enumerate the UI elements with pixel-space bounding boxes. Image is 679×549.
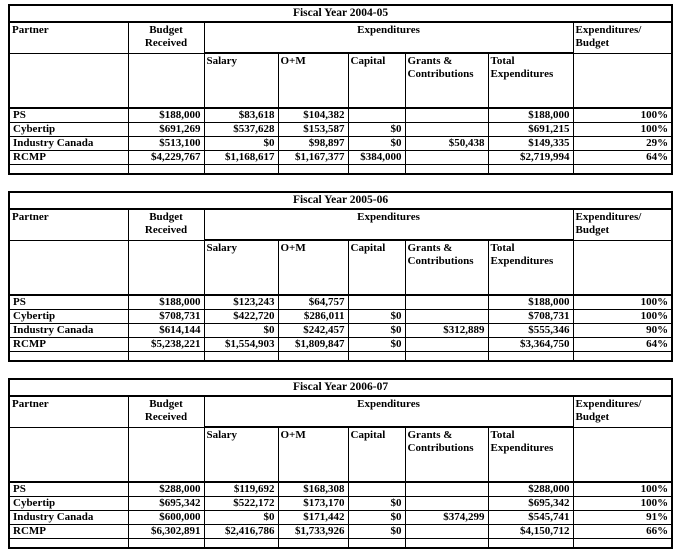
subheader-spacer-budget — [128, 427, 204, 482]
blank-cell — [128, 539, 204, 549]
blank-cell — [405, 352, 488, 362]
blank-cell — [348, 539, 405, 549]
table-blank-row — [9, 539, 672, 549]
table-subheader-row — [9, 240, 672, 295]
cell-om: $98,897 — [278, 137, 348, 151]
blank-cell — [405, 165, 488, 175]
cell-grants-contributions: $312,889 — [405, 324, 488, 338]
column-header-partner: Partner — [9, 22, 128, 53]
subheader-spacer-budget — [128, 240, 204, 295]
ratio-header-line-1: Expenditures/ — [575, 24, 642, 36]
budget-header-line-1: Budget — [149, 24, 183, 36]
cell-om: $173,170 — [278, 497, 348, 511]
cell-expenditures-budget-ratio: 66% — [573, 525, 672, 539]
blank-cell — [488, 539, 573, 549]
fiscal-year-table — [8, 378, 673, 549]
cell-expenditures-budget-ratio: 29% — [573, 137, 672, 151]
blank-cell — [204, 352, 278, 362]
cell-partner: PS — [9, 482, 128, 497]
cell-grants-contributions — [405, 108, 488, 123]
cell-partner: Industry Canada — [9, 137, 128, 151]
cell-partner: PS — [9, 295, 128, 310]
cell-expenditures-budget-ratio: 100% — [573, 123, 672, 137]
cell-capital — [348, 295, 405, 310]
table-row — [9, 338, 672, 352]
table-title: Fiscal Year 2004-05 — [9, 5, 672, 22]
column-header-budget-received — [128, 396, 204, 427]
ratio-header-line-2: Budget — [575, 224, 610, 236]
cell-total-expenditures: $695,342 — [488, 497, 573, 511]
subheader-spacer-partner — [9, 240, 128, 295]
cell-grants-contributions — [405, 310, 488, 324]
cell-capital: $0 — [348, 525, 405, 539]
cell-budget-received: $4,229,767 — [128, 151, 204, 165]
blank-cell — [128, 165, 204, 175]
table-subheader-row — [9, 427, 672, 482]
cell-salary: $0 — [204, 137, 278, 151]
table-title-row — [9, 5, 672, 22]
blank-cell — [204, 165, 278, 175]
cell-budget-received: $5,238,221 — [128, 338, 204, 352]
table-row — [9, 497, 672, 511]
blank-cell — [278, 539, 348, 549]
cell-total-expenditures: $555,346 — [488, 324, 573, 338]
subheader-spacer-ratio — [573, 53, 672, 108]
ratio-header-line-2: Budget — [575, 37, 610, 49]
cell-total-expenditures: $288,000 — [488, 482, 573, 497]
cell-om: $104,382 — [278, 108, 348, 123]
grants-header-line-2: Contributions — [407, 68, 474, 80]
cell-budget-received: $691,269 — [128, 123, 204, 137]
column-header-expenditures-group: Expenditures — [204, 396, 573, 427]
cell-salary: $123,243 — [204, 295, 278, 310]
subheader-spacer-partner — [9, 53, 128, 108]
cell-total-expenditures: $2,719,994 — [488, 151, 573, 165]
blank-cell — [348, 352, 405, 362]
blank-cell — [9, 165, 128, 175]
cell-capital — [348, 108, 405, 123]
cell-budget-received: $6,302,891 — [128, 525, 204, 539]
ratio-header-line-1: Expenditures/ — [575, 398, 642, 410]
blank-cell — [488, 165, 573, 175]
cell-om: $171,442 — [278, 511, 348, 525]
table-row — [9, 310, 672, 324]
subheader-spacer-ratio — [573, 427, 672, 482]
cell-budget-received: $614,144 — [128, 324, 204, 338]
table-title: Fiscal Year 2005-06 — [9, 192, 672, 209]
total-header-line-1: Total — [490, 55, 515, 67]
column-header-expenditures-budget-ratio — [573, 209, 672, 240]
cell-expenditures-budget-ratio: 100% — [573, 310, 672, 324]
table-title-row — [9, 379, 672, 396]
blank-cell — [573, 165, 672, 175]
table-row — [9, 123, 672, 137]
column-header-expenditures-budget-ratio — [573, 396, 672, 427]
cell-partner: Industry Canada — [9, 511, 128, 525]
table-blank-row — [9, 165, 672, 175]
table-row — [9, 511, 672, 525]
grants-header-line-2: Contributions — [407, 442, 474, 454]
ratio-header-line-2: Budget — [575, 411, 610, 423]
cell-om: $1,167,377 — [278, 151, 348, 165]
cell-partner: Cybertip — [9, 497, 128, 511]
column-header-grants-contributions — [405, 427, 488, 482]
cell-om: $64,757 — [278, 295, 348, 310]
cell-grants-contributions: $50,438 — [405, 137, 488, 151]
blank-cell — [405, 539, 488, 549]
cell-budget-received: $695,342 — [128, 497, 204, 511]
table-row — [9, 295, 672, 310]
cell-budget-received: $188,000 — [128, 108, 204, 123]
cell-salary: $83,618 — [204, 108, 278, 123]
total-header-line-1: Total — [490, 242, 515, 254]
column-header-salary: Salary — [204, 240, 278, 295]
cell-salary: $422,720 — [204, 310, 278, 324]
cell-expenditures-budget-ratio: 100% — [573, 295, 672, 310]
column-header-capital: Capital — [348, 53, 405, 108]
cell-om: $286,011 — [278, 310, 348, 324]
total-header-line-2: Expenditures — [490, 442, 554, 454]
column-header-om: O+M — [278, 240, 348, 295]
column-header-capital: Capital — [348, 240, 405, 295]
blank-cell — [278, 165, 348, 175]
blank-cell — [488, 352, 573, 362]
fiscal-year-table — [8, 4, 673, 175]
cell-grants-contributions: $374,299 — [405, 511, 488, 525]
budget-header-line-1: Budget — [149, 211, 183, 223]
cell-total-expenditures: $691,215 — [488, 123, 573, 137]
table-row — [9, 324, 672, 338]
blank-cell — [278, 352, 348, 362]
cell-grants-contributions — [405, 151, 488, 165]
cell-expenditures-budget-ratio: 100% — [573, 482, 672, 497]
blank-cell — [9, 352, 128, 362]
cell-capital: $0 — [348, 338, 405, 352]
column-header-total-expenditures — [488, 53, 573, 108]
cell-salary: $522,172 — [204, 497, 278, 511]
cell-partner: Industry Canada — [9, 324, 128, 338]
column-header-grants-contributions — [405, 53, 488, 108]
cell-capital: $384,000 — [348, 151, 405, 165]
budget-header-line-2: Received — [144, 224, 188, 236]
cell-salary: $0 — [204, 511, 278, 525]
blank-cell — [573, 352, 672, 362]
table-row — [9, 151, 672, 165]
blank-cell — [348, 165, 405, 175]
column-header-total-expenditures — [488, 240, 573, 295]
table-row — [9, 108, 672, 123]
table-blank-row — [9, 352, 672, 362]
cell-partner: PS — [9, 108, 128, 123]
subheader-spacer-budget — [128, 53, 204, 108]
cell-om: $1,809,847 — [278, 338, 348, 352]
cell-expenditures-budget-ratio: 100% — [573, 108, 672, 123]
cell-capital: $0 — [348, 497, 405, 511]
grants-header-line-2: Contributions — [407, 255, 474, 267]
table-row — [9, 482, 672, 497]
cell-om: $153,587 — [278, 123, 348, 137]
cell-om: $242,457 — [278, 324, 348, 338]
column-header-partner: Partner — [9, 209, 128, 240]
cell-grants-contributions — [405, 525, 488, 539]
cell-grants-contributions — [405, 497, 488, 511]
grants-header-line-1: Grants & — [407, 242, 453, 254]
cell-om: $1,733,926 — [278, 525, 348, 539]
budget-header-line-2: Received — [144, 37, 188, 49]
fiscal-year-table-2 — [8, 191, 671, 362]
cell-budget-received: $188,000 — [128, 295, 204, 310]
cell-budget-received: $513,100 — [128, 137, 204, 151]
fiscal-year-table — [8, 191, 673, 362]
cell-capital: $0 — [348, 324, 405, 338]
subheader-spacer-partner — [9, 427, 128, 482]
cell-capital: $0 — [348, 123, 405, 137]
table-row — [9, 137, 672, 151]
cell-salary: $1,554,903 — [204, 338, 278, 352]
cell-partner: Cybertip — [9, 310, 128, 324]
cell-grants-contributions — [405, 338, 488, 352]
table-header-row — [9, 22, 672, 53]
cell-budget-received: $708,731 — [128, 310, 204, 324]
cell-salary: $2,416,786 — [204, 525, 278, 539]
cell-salary: $119,692 — [204, 482, 278, 497]
column-header-salary: Salary — [204, 53, 278, 108]
cell-total-expenditures: $188,000 — [488, 295, 573, 310]
fiscal-year-table-1 — [8, 0, 671, 175]
blank-cell — [128, 352, 204, 362]
cell-total-expenditures: $3,364,750 — [488, 338, 573, 352]
grants-header-line-1: Grants & — [407, 55, 453, 67]
cell-total-expenditures: $545,741 — [488, 511, 573, 525]
cell-expenditures-budget-ratio: 90% — [573, 324, 672, 338]
cell-salary: $0 — [204, 324, 278, 338]
column-header-budget-received — [128, 22, 204, 53]
subheader-spacer-ratio — [573, 240, 672, 295]
column-header-om: O+M — [278, 53, 348, 108]
cell-grants-contributions — [405, 295, 488, 310]
total-header-line-2: Expenditures — [490, 68, 554, 80]
column-header-expenditures-budget-ratio — [573, 22, 672, 53]
blank-cell — [9, 539, 128, 549]
cell-partner: RCMP — [9, 151, 128, 165]
fiscal-year-table-3 — [8, 378, 671, 549]
table-subheader-row — [9, 53, 672, 108]
cell-total-expenditures: $188,000 — [488, 108, 573, 123]
cell-grants-contributions — [405, 482, 488, 497]
cell-capital: $0 — [348, 137, 405, 151]
cell-grants-contributions — [405, 123, 488, 137]
cell-budget-received: $288,000 — [128, 482, 204, 497]
blank-cell — [204, 539, 278, 549]
column-header-total-expenditures — [488, 427, 573, 482]
cell-partner: RCMP — [9, 338, 128, 352]
budget-header-line-2: Received — [144, 411, 188, 423]
total-header-line-2: Expenditures — [490, 255, 554, 267]
cell-total-expenditures: $4,150,712 — [488, 525, 573, 539]
table-row — [9, 525, 672, 539]
cell-capital — [348, 482, 405, 497]
table-header-row — [9, 209, 672, 240]
table-title-row — [9, 192, 672, 209]
cell-salary: $1,168,617 — [204, 151, 278, 165]
table-title: Fiscal Year 2006-07 — [9, 379, 672, 396]
column-header-expenditures-group: Expenditures — [204, 22, 573, 53]
cell-total-expenditures: $149,335 — [488, 137, 573, 151]
column-header-partner: Partner — [9, 396, 128, 427]
budget-header-line-1: Budget — [149, 398, 183, 410]
cell-capital: $0 — [348, 511, 405, 525]
cell-capital: $0 — [348, 310, 405, 324]
cell-partner: RCMP — [9, 525, 128, 539]
blank-cell — [573, 539, 672, 549]
table-header-row — [9, 396, 672, 427]
cell-expenditures-budget-ratio: 100% — [573, 497, 672, 511]
cell-expenditures-budget-ratio: 64% — [573, 151, 672, 165]
ratio-header-line-1: Expenditures/ — [575, 211, 642, 223]
cell-om: $168,308 — [278, 482, 348, 497]
column-header-salary: Salary — [204, 427, 278, 482]
cell-budget-received: $600,000 — [128, 511, 204, 525]
grants-header-line-1: Grants & — [407, 429, 453, 441]
total-header-line-1: Total — [490, 429, 515, 441]
cell-expenditures-budget-ratio: 64% — [573, 338, 672, 352]
column-header-budget-received — [128, 209, 204, 240]
column-header-om: O+M — [278, 427, 348, 482]
column-header-expenditures-group: Expenditures — [204, 209, 573, 240]
cell-total-expenditures: $708,731 — [488, 310, 573, 324]
column-header-grants-contributions — [405, 240, 488, 295]
cell-partner: Cybertip — [9, 123, 128, 137]
cell-expenditures-budget-ratio: 91% — [573, 511, 672, 525]
cell-salary: $537,628 — [204, 123, 278, 137]
column-header-capital: Capital — [348, 427, 405, 482]
